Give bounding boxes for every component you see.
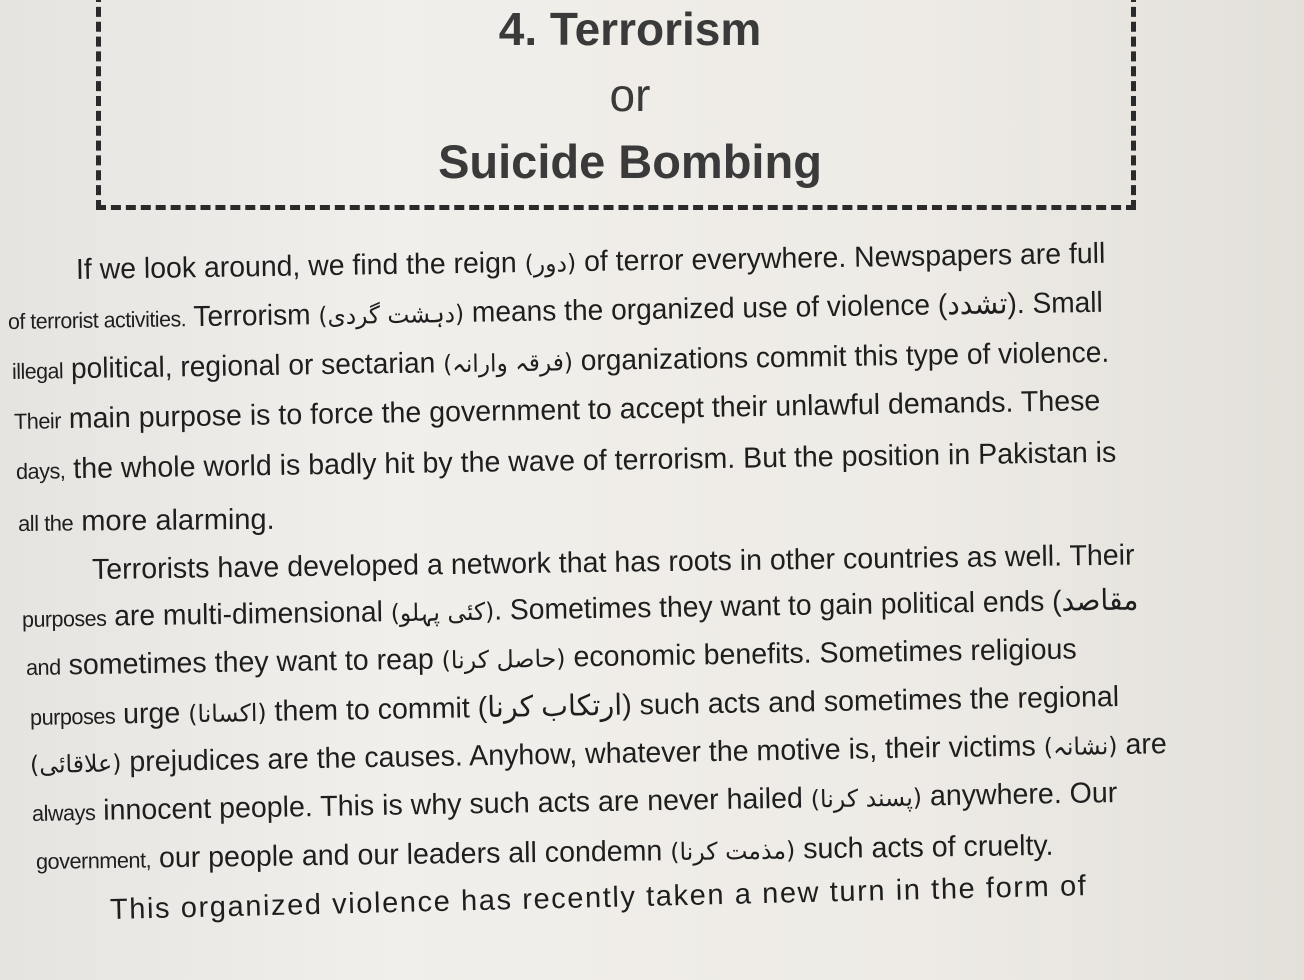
title-conjunction: or bbox=[609, 69, 651, 121]
line-text: means the organized use of violence (تشدد). Small bbox=[463, 286, 1104, 329]
urdu-gloss: (مذمت کرنا) bbox=[670, 836, 796, 867]
line-lead: illegal bbox=[11, 358, 64, 384]
text-line bbox=[22, 582, 1139, 638]
line-text: are bbox=[1117, 728, 1168, 762]
line-text: our people and our leaders all condemn bbox=[150, 835, 671, 875]
line-text: If we look around, we find the reign bbox=[75, 246, 525, 286]
line-text: are multi-dimensional bbox=[106, 596, 391, 633]
line-lead: days, bbox=[15, 458, 66, 484]
line-lead: of terrorist activities. bbox=[7, 306, 187, 334]
text-line bbox=[8, 285, 1103, 340]
line-text: prejudices are the causes. Anyhow, whatever the motive is, their victims bbox=[121, 730, 1045, 779]
line-lead: purposes bbox=[21, 605, 107, 632]
urdu-gloss: (کئی پہلو) bbox=[390, 597, 495, 628]
line-lead: (علاقائی) bbox=[29, 749, 122, 779]
line-text: the whole world is badly hit by the wave of terrorism. But the position in Pakistan is bbox=[65, 436, 1117, 486]
line-text: more alarming. bbox=[73, 503, 275, 538]
text-line bbox=[26, 631, 1077, 686]
text-line bbox=[32, 775, 1118, 832]
urdu-gloss: (فرقہ وارانہ) bbox=[442, 348, 574, 379]
line-lead: government, bbox=[35, 847, 152, 874]
line-text: anywhere. Our bbox=[921, 777, 1118, 813]
text-line bbox=[92, 537, 1135, 588]
line-text: them to commit (ارتکاب کرنا) such acts and sometimes the regional bbox=[266, 680, 1120, 728]
line-text: This organized violence has recently taken a new turn in the form of bbox=[109, 870, 1088, 926]
urdu-gloss: (پسند کرنا) bbox=[810, 783, 923, 814]
text-line bbox=[18, 502, 275, 542]
text-line bbox=[30, 679, 1120, 736]
line-text: political, regional or sectarian bbox=[62, 347, 444, 386]
line-text: urge bbox=[114, 697, 189, 731]
line-text: sometimes they want to reap bbox=[60, 643, 442, 682]
line-lead: always bbox=[31, 799, 96, 826]
urdu-gloss: (نشانہ) bbox=[1043, 732, 1118, 762]
line-text: economic benefits. Sometimes religious bbox=[565, 633, 1077, 674]
text-line bbox=[76, 236, 1106, 289]
urdu-gloss: (حاصل کرنا) bbox=[441, 644, 566, 675]
line-text: main purpose is to force the government to accept their unlawful demands. These bbox=[60, 385, 1101, 436]
text-line bbox=[12, 335, 1110, 390]
text-line bbox=[110, 868, 1088, 928]
line-text: . Sometimes they want to gain political ends (مقاصد bbox=[493, 584, 1139, 627]
line-text: innocent people. This is why such acts are never hailed bbox=[94, 782, 812, 827]
line-lead: all the bbox=[17, 510, 74, 536]
urdu-gloss: (دور) bbox=[524, 249, 577, 278]
line-lead: and bbox=[25, 654, 61, 680]
line-text: such acts of cruelty. bbox=[795, 829, 1054, 866]
urdu-gloss: (دہشت گردی) bbox=[318, 299, 465, 331]
text-line bbox=[30, 726, 1167, 783]
line-text: of terror everywhere. Newspapers are full bbox=[575, 237, 1106, 279]
line-text: organizations commit this type of violence. bbox=[572, 336, 1110, 378]
line-lead: purposes bbox=[29, 703, 116, 730]
urdu-gloss: (اکسانا) bbox=[188, 698, 267, 729]
line-text: Terrorists have developed a network that has roots in other countries as well. Their bbox=[91, 539, 1135, 586]
chapter-title: 4. Terrorism bbox=[498, 3, 762, 55]
text-line bbox=[16, 435, 1117, 490]
text-line bbox=[14, 383, 1101, 440]
line-lead: Their bbox=[13, 408, 62, 434]
line-text: Terrorism bbox=[185, 299, 319, 334]
chapter-subtitle: Suicide Bombing bbox=[438, 135, 822, 188]
